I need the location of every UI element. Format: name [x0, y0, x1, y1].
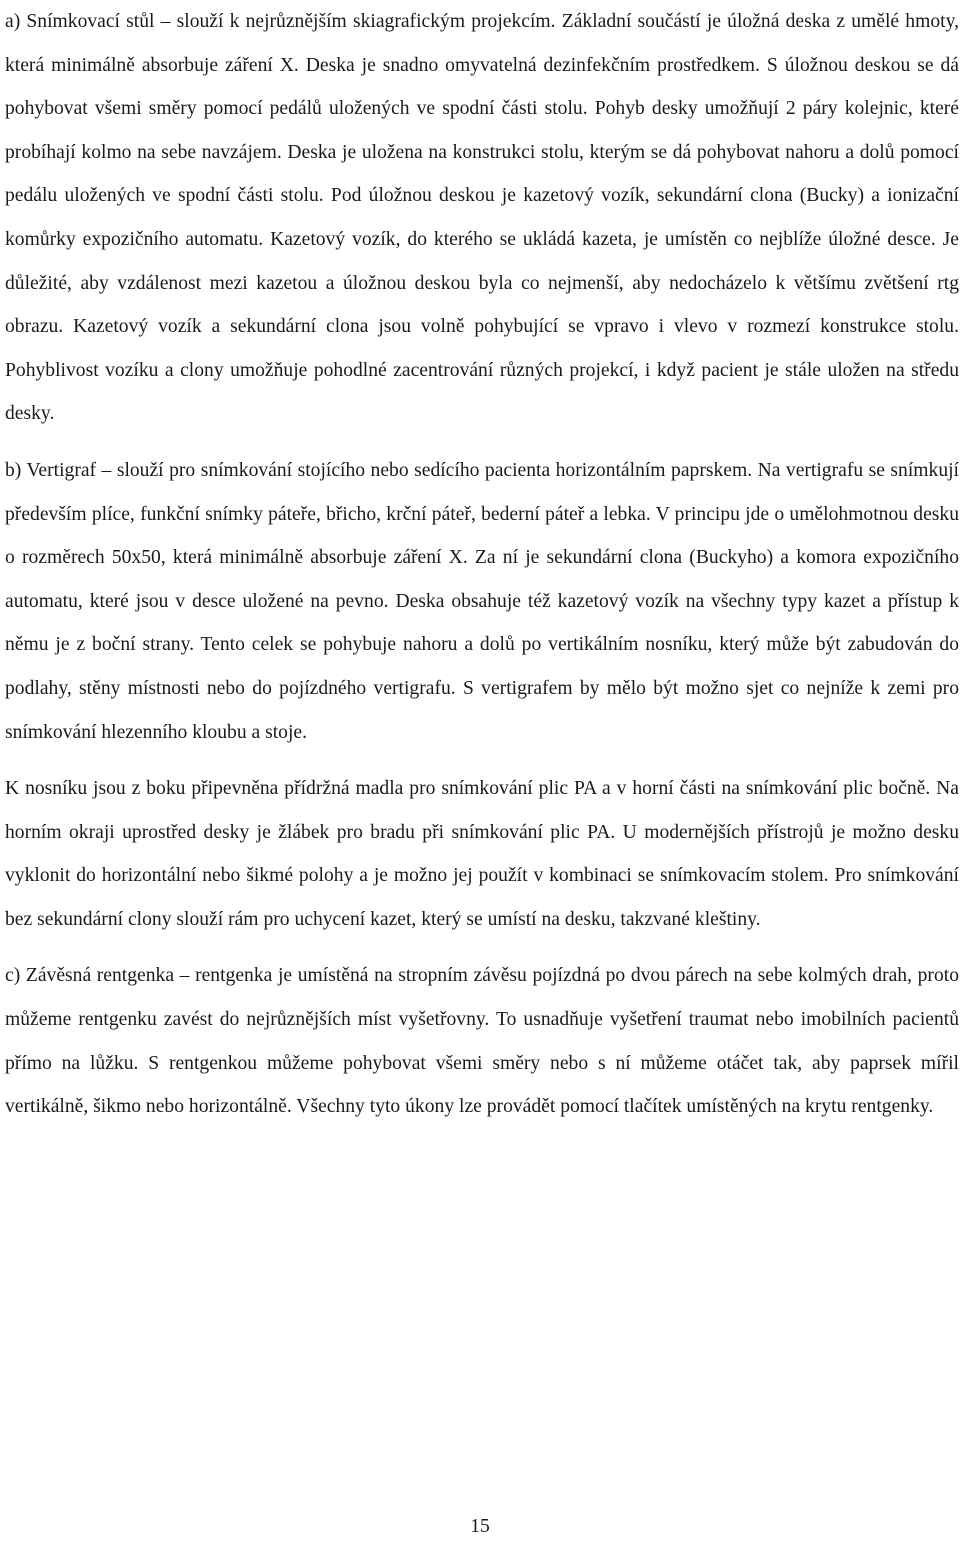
document-body: [5, 0, 959, 1129]
paragraph-zavesna-rentgenka: c) Závěsná rentgenka – rentgenka je umístěná na stropním závěsu pojízdná po dvou párech na sebe kolmých drah, proto můžeme rentgenku zavést do nejrůznějších míst vyšetřovny. To usnadňuje vyšetření traumat nebo imobilních pacientů přímo na lůžku. S rentgenkou můžeme pohybovat všemi směry nebo s ní můžeme otáčet tak, aby paprsek mířil vertikálně, šikmo nebo horizontálně. Všechny tyto úkony lze provádět pomocí tlačítek umístěných na krytu rentgenky.: [5, 965, 959, 1118]
page-number: 15: [470, 1516, 490, 1537]
paragraph-snimkovaci-stul: a) Snímkovací stůl – slouží k nejrůznějším skiagrafickým projekcím. Základní součástí je úložná deska z umělé hmoty, která minimálně absorbuje záření X. Deska je snadno omyvatelná dezinfekčním prostředkem. S úložnou deskou se dá pohybovat všemi směry pomocí pedálů uložených ve spodní části stolu. Pohyb desky umožňují 2 páry kolejnic, které probíhají kolmo na sebe navzájem. Deska je uložena na konstrukci stolu, kterým se dá pohybovat nahoru a dolů pomocí pedálu uložených ve spodní části stolu. Pod úložnou deskou je kazetový vozík, sekundární clona (Bucky) a ionizační komůrky expozičního automatu. Kazetový vozík, do kterého se ukládá kazeta, je umístěn co nejblíže úložné desce. Je důležité, aby vzdálenost mezi kazetou a úložnou deskou byla co nejmenší, aby nedocházelo k většímu zvětšení rtg obrazu. Kazetový vozík a sekundární clona jsou volně pohybující se vpravo i vlevo v rozmezí konstrukce stolu. Pohyblivost vozíku a clony umožňuje pohodlné zacentrování různých projekcí, i když pacient je stále uložen na středu desky.: [5, 11, 959, 425]
paragraph-nosnik: K nosníku jsou z boku připevněna přídržná madla pro snímkování plic PA a v horní části na snímkování plic bočně. Na horním okraji uprostřed desky je žlábek pro bradu při snímkování plic PA. U modernějších přístrojů je možno desku vyklonit do horizontální nebo šikmé polohy a je možno jej použít v kombinaci se snímkovacím stolem. Pro snímkování bez sekundární clony slouží rám pro uchycení kazet, který se umístí na desku, takzvané kleštiny.: [5, 778, 959, 930]
paragraph-vertigraf: b) Vertigraf – slouží pro snímkování stojícího nebo sedícího pacienta horizontálním paprskem. Na vertigrafu se snímkují především plíce, funkční snímky páteře, břicho, krční páteř, bederní páteř a lebka. V principu jde o umělohmotnou desku o rozměrech 50x50, která minimálně absorbuje záření X. Za ní je sekundární clona (Buckyho) a komora expozičního automatu, které jsou v desce uložené na pevno. Deska obsahuje též kazetový vozík na všechny typy kazet a přístup k němu je z boční strany. Tento celek se pohybuje nahoru a dolů po vertikálním nosníku, který může být zabudován do podlahy, stěny místnosti nebo do pojízdného vertigrafu. S vertigrafem by mělo být možno sjet co nejníže k zemi pro snímkování hlezenního kloubu a stoje.: [5, 459, 959, 743]
